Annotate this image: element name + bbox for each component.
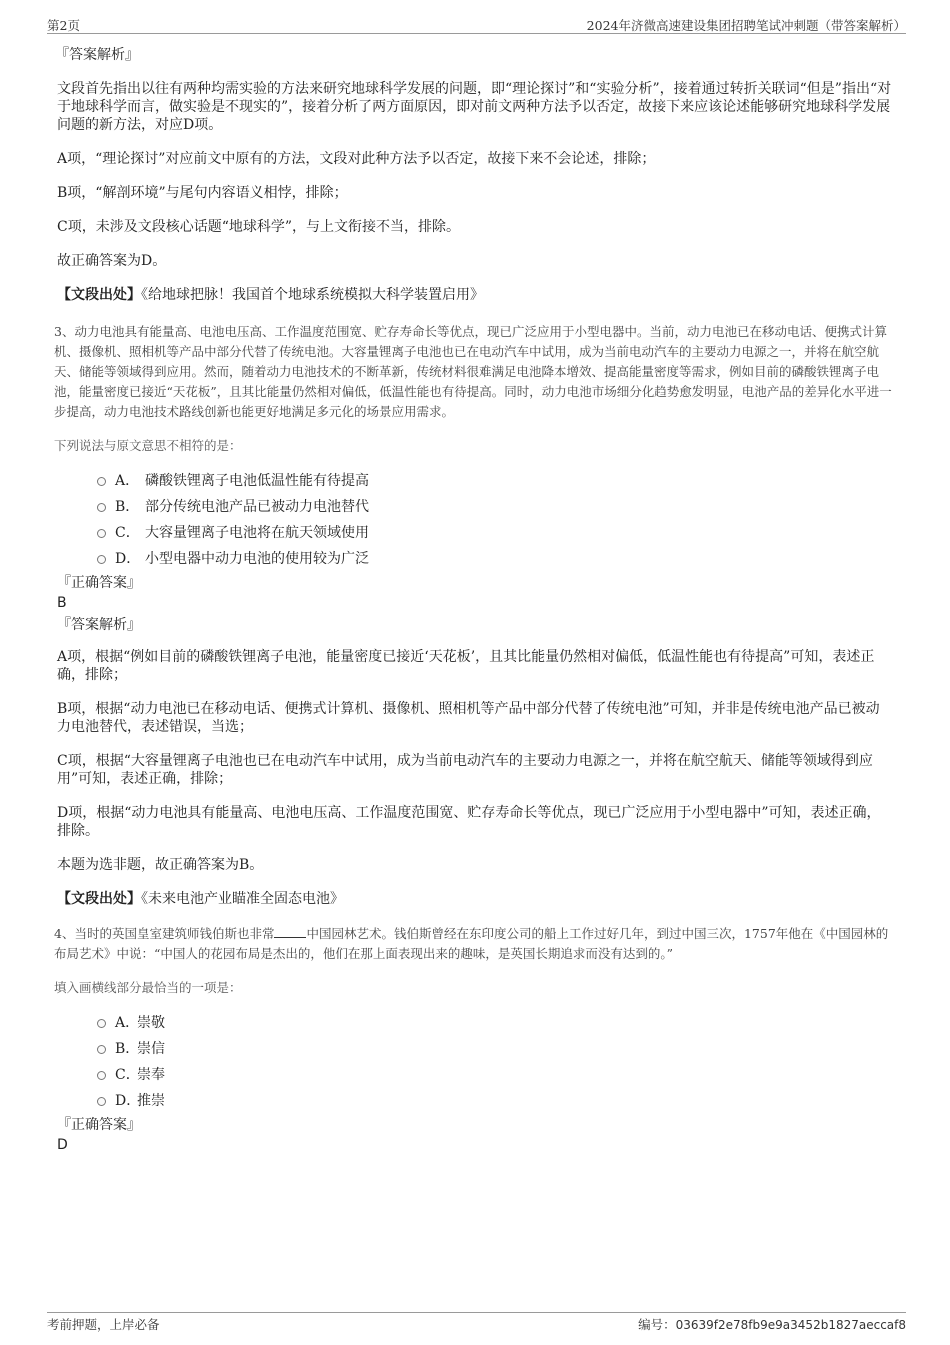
option-key: D． — [115, 551, 141, 567]
option-text: 磷酸铁锂离子电池低温性能有待提高 — [145, 473, 369, 489]
question-4-prompt: 填入画横线部分最恰当的一项是： — [54, 980, 242, 995]
document-content — [54, 46, 893, 1154]
option-key: B． — [115, 1041, 140, 1057]
analysis-option-a: A项，“理论探讨”对应前文中原有的方法，文段对此种方法予以否定，故接下来不会论述，排除； — [57, 151, 656, 167]
radio-icon[interactable] — [97, 477, 106, 486]
document-title: 2024年济微高速建设集团招聘笔试冲刺题（带答案解析） — [586, 18, 906, 33]
source-title: 《未来电池产业瞄准全固态电池》 — [141, 891, 344, 907]
code-label: 编号： — [638, 1317, 676, 1332]
analysis-option-d: D项，根据“动力电池具有能量高、电池电压高、工作温度范围宽、贮存寿命长等优点，现已广泛应用于小型电器中”可知，表述正确，排除。 — [57, 805, 881, 839]
radio-icon[interactable] — [97, 555, 106, 564]
question-3-prompt: 下列说法与原文意思不相符的是： — [54, 438, 242, 453]
option-text: 大容量锂离子电池将在航天领域使用 — [145, 525, 369, 541]
correct-answer: B — [57, 595, 67, 611]
radio-icon[interactable] — [97, 529, 106, 538]
option-d[interactable] — [57, 546, 893, 572]
analysis-option-c: C项，根据“大容量锂离子电池也已在电动汽车中试用，成为当前电动汽车的主要动力电源之一，并将在航空航天、储能等领域得到应用”可知，表述正确，排除； — [57, 753, 873, 787]
option-a[interactable] — [57, 468, 893, 494]
option-key: A． — [115, 473, 140, 489]
radio-icon[interactable] — [97, 1097, 106, 1106]
question-4-passage — [54, 924, 893, 964]
option-key: B． — [115, 499, 140, 515]
page-footer — [47, 1312, 906, 1333]
source-citation — [57, 286, 893, 304]
analysis-paragraph: 文段首先指出以往有两种均需实验的方法来研究地球科学发展的问题，即“理论探讨”和“实验分析”，接着通过转折关联词“但是”指出“对于地球科学而言，做实验是不现实的”，接着分析了两方面原因，即对前文两种方法予以否定，故接下来应该论述能够研究地球科学发展问题的新方法，对应D项。 — [57, 81, 892, 133]
option-text: 崇敬 — [137, 1015, 165, 1031]
analysis-label: 『答案解析』 — [55, 47, 139, 63]
question-3-passage: 3、动力电池具有能量高、电池电压高、工作温度范围宽、贮存寿命长等优点，现已广泛应用于小型电器中。当前，动力电池已在移动电话、便携式计算机、摄像机、照相机等产品中部分代替了传统电池。大容量锂离子电池也已在电动汽车中试用，成为当前电动汽车的主要动力电源之一，并将在航空航天、储能等领域得到应用。然而，随着动力电池技术的不断革新，传统材料很难满足电池降本增效、提高能量密度等需求，例如目前的磷酸铁锂离子电池，能量密度已接近“天花板”，且其比能量仍然相对偏低，低温性能也有待提高。同时，动力电池市场细分化趋势愈发明显，电池产品的差异化水平进一步提高，动力电池技术路线创新也能更好地满足多元化的场景应用需求。 — [54, 324, 892, 419]
analysis-option-c: C项，未涉及文段核心话题“地球科学”，与上文衔接不当，排除。 — [57, 219, 461, 235]
radio-icon[interactable] — [97, 503, 106, 512]
source-citation — [57, 890, 893, 908]
radio-icon[interactable] — [97, 1045, 106, 1054]
analysis-conclusion: 本题为选非题，故正确答案为B。 — [57, 857, 264, 873]
analysis-label: 『答案解析』 — [57, 617, 141, 633]
radio-icon[interactable] — [97, 1071, 106, 1080]
page-header — [47, 16, 906, 34]
fill-blank — [274, 925, 306, 938]
option-c[interactable] — [57, 1062, 893, 1088]
analysis-conclusion: 故正确答案为D。 — [57, 253, 167, 269]
analysis-option-b: B项，根据“动力电池已在移动电话、便携式计算机、摄像机、照相机等产品中部分代替了传统电池”可知，并非是传统电池产品已被动力电池替代，表述错误，当选； — [57, 701, 880, 735]
option-key: C． — [115, 525, 140, 541]
option-c[interactable] — [57, 520, 893, 546]
option-text: 小型电器中动力电池的使用较为广泛 — [145, 551, 369, 567]
option-key: A． — [115, 1015, 140, 1031]
option-key: D． — [115, 1093, 141, 1109]
source-title: 《给地球把脉！我国首个地球系统模拟大科学装置启用》 — [141, 287, 484, 303]
option-b[interactable] — [57, 1036, 893, 1062]
option-text: 推崇 — [137, 1093, 165, 1109]
correct-answer-label: 『正确答案』 — [57, 1117, 141, 1133]
code-value: 03639f2e78fb9e9a3452b1827aeccaf8 — [675, 1318, 906, 1332]
passage-after-blank: 中国园林艺术。钱伯斯曾经在东印度公司的船上工作过好几年，到过中国三次，1757年他在《中国园林的布局艺术》中说：“中国人的花园布局是杰出的，他们在那上面表现出来的趣味，是英国长期追求而没有达到的。” — [54, 926, 889, 961]
option-d[interactable] — [57, 1088, 893, 1114]
option-b[interactable] — [57, 494, 893, 520]
option-text: 崇奉 — [137, 1067, 165, 1083]
option-key: C． — [115, 1067, 140, 1083]
page-number: 第2页 — [47, 18, 80, 33]
analysis-option-b: B项，“解剖环境”与尾句内容语义相悖，排除； — [57, 185, 348, 201]
document-code — [638, 1315, 906, 1333]
option-text: 崇信 — [137, 1041, 165, 1057]
analysis-option-a: A项，根据“例如目前的磷酸铁锂离子电池，能量密度已接近‘天花板’，且其比能量仍然相对偏低，低温性能也有待提高”可知，表述正确，排除； — [57, 649, 875, 683]
radio-icon[interactable] — [97, 1019, 106, 1028]
correct-answer-label: 『正确答案』 — [57, 575, 141, 591]
correct-answer: D — [57, 1137, 68, 1153]
source-label: 【文段出处】 — [57, 287, 141, 303]
question-3-options — [57, 468, 893, 572]
question-4-options — [57, 1010, 893, 1114]
footer-slogan: 考前押题，上岸必备 — [47, 1317, 160, 1332]
source-label: 【文段出处】 — [57, 891, 141, 907]
passage-before-blank: 4、当时的英国皇室建筑师钱伯斯也非常 — [54, 926, 275, 941]
option-text: 部分传统电池产品已被动力电池替代 — [145, 499, 369, 515]
option-a[interactable] — [57, 1010, 893, 1036]
